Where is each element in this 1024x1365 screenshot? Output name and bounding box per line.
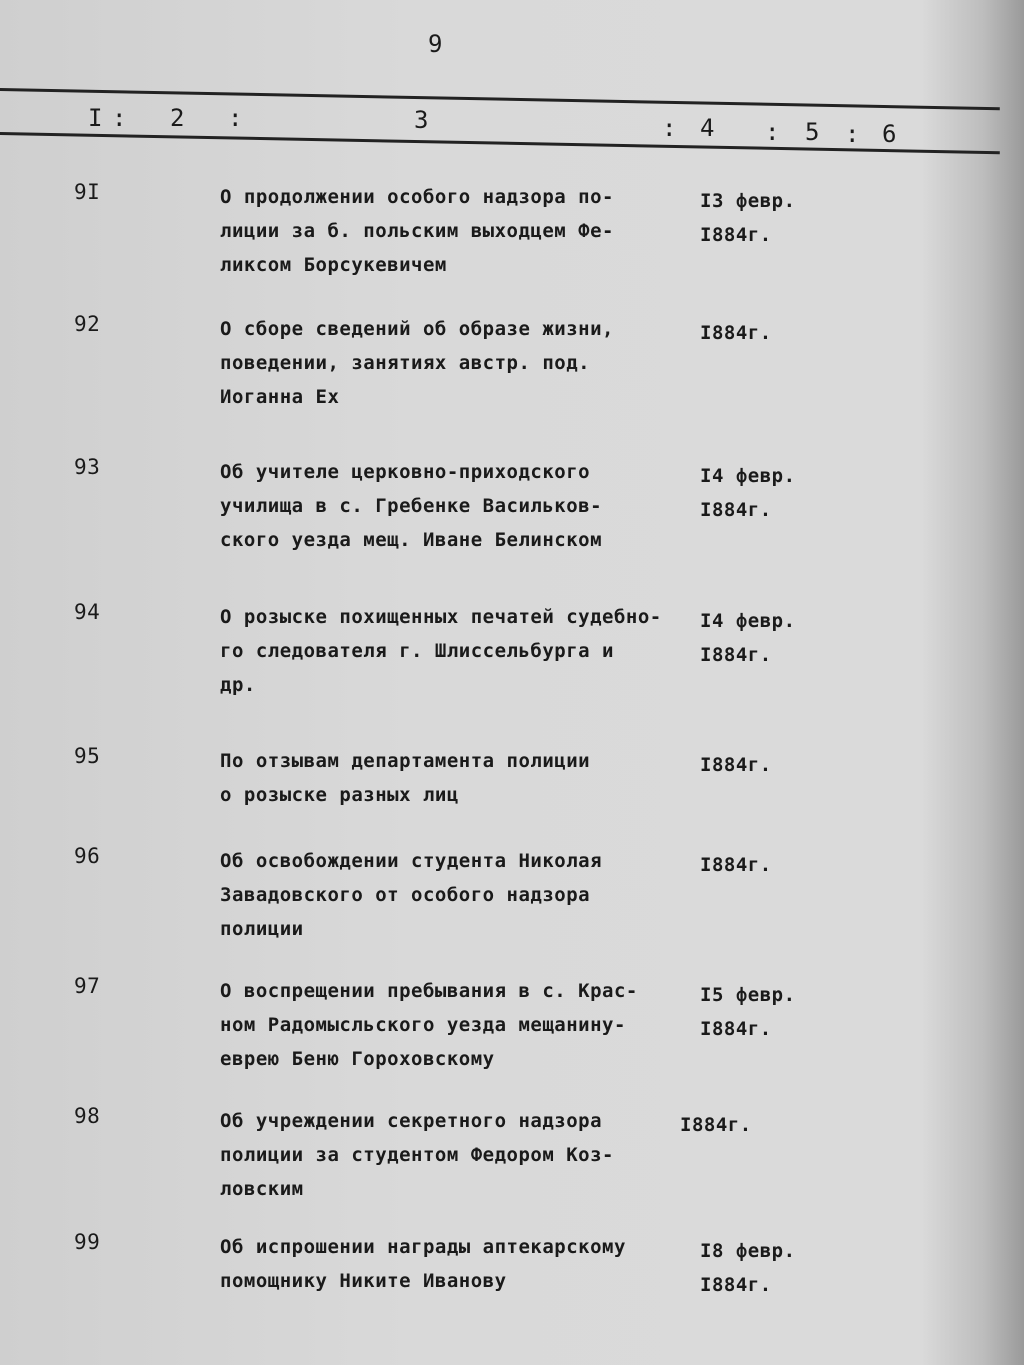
entry-date bbox=[700, 604, 796, 672]
entry-title-line: го следователя г. Шлиссельбурга и bbox=[220, 640, 614, 662]
entry-title-line: училища в с. Гребенке Васильков- bbox=[220, 495, 603, 517]
entry-title bbox=[220, 1230, 626, 1298]
entry-number: 93 bbox=[74, 455, 101, 479]
column-header-5: 5 bbox=[805, 118, 820, 146]
entry-title-line: По отзывам департамента полиции bbox=[220, 750, 591, 772]
entry-title-line: ловским bbox=[220, 1178, 304, 1200]
entry-title bbox=[220, 974, 638, 1076]
entry-title bbox=[220, 180, 614, 282]
entry-date-line: I884г. bbox=[700, 644, 772, 666]
entry-title-line: помощнику Никите Иванову bbox=[220, 1270, 507, 1292]
entry-title bbox=[220, 844, 602, 946]
entry-date-line: I4 февр. bbox=[700, 610, 796, 632]
entry-date-line: I884г. bbox=[700, 1018, 772, 1040]
entry-date-line: I884г. bbox=[680, 1114, 752, 1136]
entry-title-line: еврею Беню Гороховскому bbox=[220, 1048, 495, 1070]
entry-date-line: I884г. bbox=[700, 854, 772, 876]
entry-date-line: I884г. bbox=[700, 322, 772, 344]
entry-number: 98 bbox=[74, 1104, 101, 1128]
entry-title-line: ского уезда мещ. Иване Белинском bbox=[220, 529, 603, 551]
entry-number: 99 bbox=[74, 1230, 101, 1254]
entry-title-line: Об испрошении награды аптекарскому bbox=[220, 1236, 626, 1258]
entry-number: 92 bbox=[74, 312, 101, 336]
entry-date bbox=[700, 184, 796, 252]
entry-title-line: Об учреждении секретного надзора bbox=[220, 1110, 603, 1132]
entry-date bbox=[700, 978, 796, 1046]
entry-title-line: О продолжении особого надзора по- bbox=[220, 186, 614, 208]
page-number: 9 bbox=[428, 30, 443, 58]
entry-number: 97 bbox=[74, 974, 101, 998]
entry-date bbox=[700, 748, 772, 782]
entry-number: 95 bbox=[74, 744, 101, 768]
column-header-6: 6 bbox=[882, 120, 897, 148]
entry-title-line: Об освобождении студента Николая bbox=[220, 850, 603, 872]
entry-title-line: полиции за студентом Федором Коз- bbox=[220, 1144, 614, 1166]
column-header-3: 3 bbox=[414, 106, 429, 134]
entry-title bbox=[220, 455, 602, 557]
entry-date-line: I884г. bbox=[700, 499, 772, 521]
entry-title-line: Завадовского от особого надзора bbox=[220, 884, 591, 906]
entry-title-line: О сборе сведений об образе жизни, bbox=[220, 318, 614, 340]
header-top-rule bbox=[0, 88, 1000, 110]
entry-title bbox=[220, 744, 590, 812]
entry-title-line: лиции за б. польским выходцем Фе- bbox=[220, 220, 614, 242]
entry-title bbox=[220, 600, 662, 702]
entry-title-line: ликсом Борсукевичем bbox=[220, 254, 447, 276]
column-header-4: 4 bbox=[700, 114, 715, 142]
entry-title-line: О воспрещении пребывания в с. Крас- bbox=[220, 980, 638, 1002]
entry-title-line: др. bbox=[220, 674, 256, 696]
entry-date-line: I8 февр. bbox=[700, 1240, 796, 1262]
entry-number: 9I bbox=[74, 180, 101, 204]
entry-title-line: поведении, занятиях австр. под. bbox=[220, 352, 591, 374]
entry-title-line: Об учителе церковно-приходского bbox=[220, 461, 591, 483]
entry-title-line: о розыске разных лиц bbox=[220, 784, 459, 806]
column-header-2: 2 bbox=[170, 104, 185, 132]
entry-title-line: полиции bbox=[220, 918, 304, 940]
entry-title bbox=[220, 312, 614, 414]
entry-date bbox=[700, 459, 796, 527]
entry-title-line: О розыске похищенных печатей судебно- bbox=[220, 606, 662, 628]
entry-title-line: ном Радомысльского уезда мещанину- bbox=[220, 1014, 626, 1036]
entry-date-line: I884г. bbox=[700, 754, 772, 776]
entry-date-line: I3 февр. bbox=[700, 190, 796, 212]
entry-date bbox=[700, 848, 772, 882]
entry-title-line: Иоганна Ех bbox=[220, 386, 340, 408]
column-header-1: I bbox=[88, 104, 103, 132]
entry-number: 96 bbox=[74, 844, 101, 868]
entry-title bbox=[220, 1104, 614, 1206]
entry-date bbox=[680, 1108, 752, 1142]
entry-date bbox=[700, 316, 772, 350]
entry-date-line: I4 февр. bbox=[700, 465, 796, 487]
entry-date-line: I884г. bbox=[700, 1274, 772, 1296]
entry-date-line: I5 февр. bbox=[700, 984, 796, 1006]
entry-date bbox=[700, 1234, 796, 1302]
entry-date-line: I884г. bbox=[700, 224, 772, 246]
entry-number: 94 bbox=[74, 600, 101, 624]
